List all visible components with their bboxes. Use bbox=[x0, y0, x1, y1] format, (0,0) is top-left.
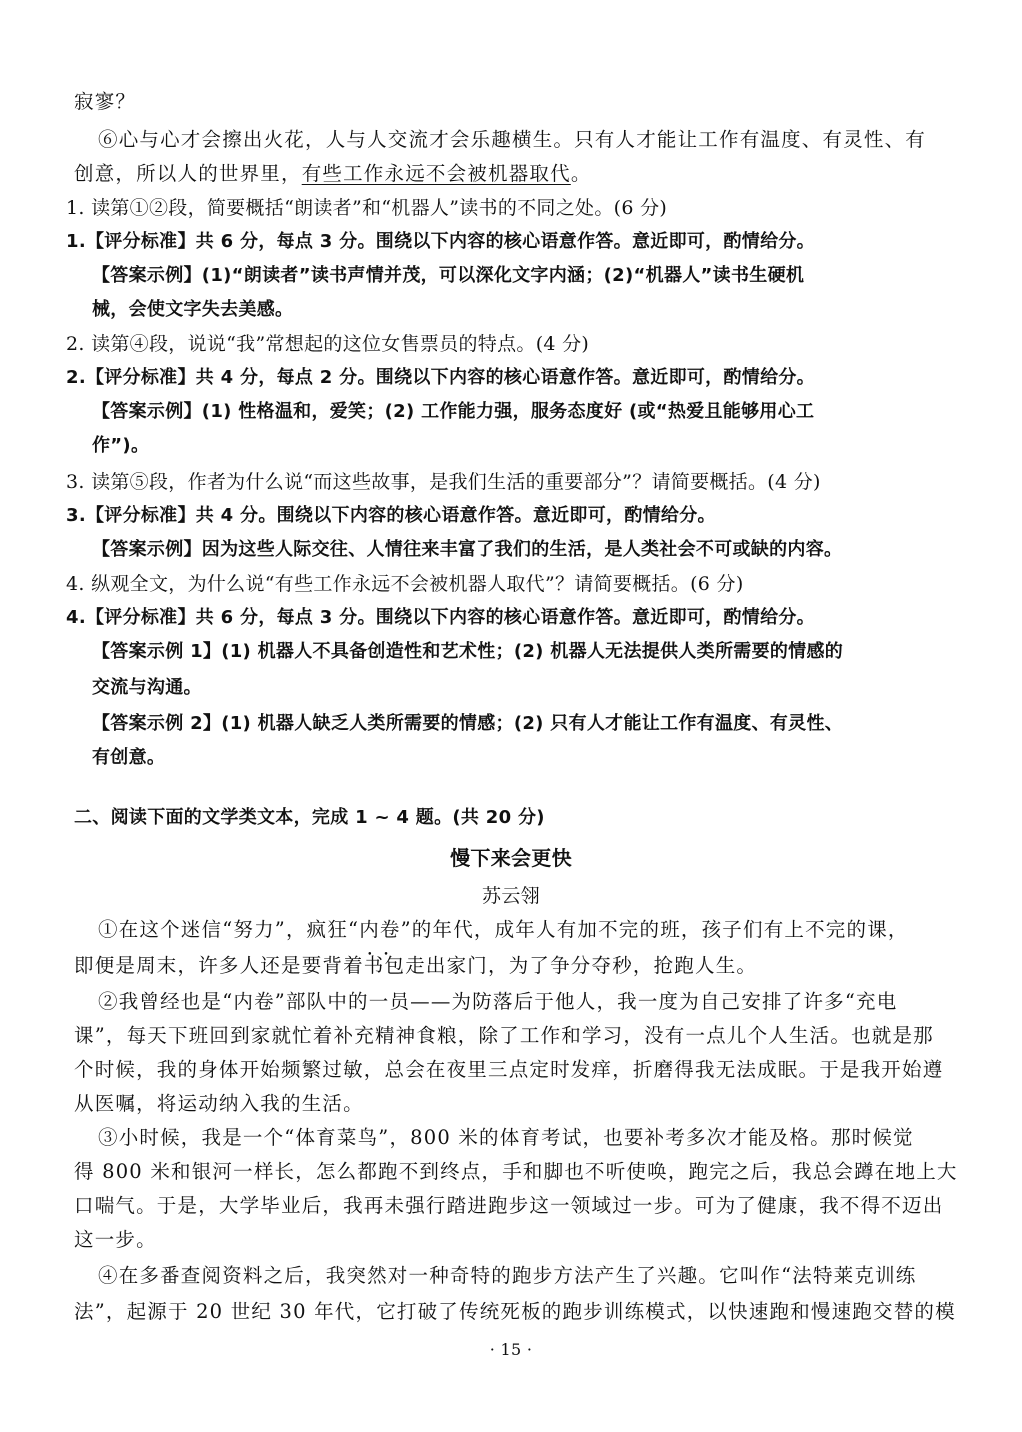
emphasized-term: 内卷 • • bbox=[359, 914, 400, 946]
article-author: 苏云翎 bbox=[482, 885, 540, 907]
paragraph-3-line-2: 得 800 米和银河一样长，怎么都跑不到终点，手和脚也不听使唤，跑完之后，我总会蹲在地上大 bbox=[74, 1160, 958, 1183]
paragraph-6-line-1: ⑥心与心才会擦出火花，人与人交流才会乐趣横生。只有人才能让工作有温度、有灵性、有 bbox=[98, 128, 927, 151]
answer-1-example-cont: 械，会使文字失去美感。 bbox=[92, 299, 294, 320]
text-span: ①在这个迷信“努力”，疯狂“ bbox=[98, 918, 360, 941]
paragraph-1-line-1 bbox=[98, 914, 1022, 946]
question-3: 3. 读第⑤段，作者为什么说“而这些故事，是我们生活的重要部分”？请简要概括。(4 分) bbox=[66, 471, 821, 493]
text-line: 寂寥？ bbox=[74, 90, 137, 113]
answer-4-example-1-cont: 交流与沟通。 bbox=[92, 677, 202, 698]
answer-1-standard: 1.【评分标准】共 6 分，每点 3 分。围绕以下内容的核心语意作答。意近即可，酌情给分。 bbox=[66, 231, 815, 252]
question-1: 1. 读第①②段，简要概括“朗读者”和“机器人”读书的不同之处。(6 分) bbox=[66, 197, 668, 219]
paragraph-2-line-4: 从医嘱，将运动纳入我的生活。 bbox=[74, 1092, 364, 1115]
answer-1-example: 【答案示例】(1)“朗读者”读书声情并茂，可以深化文字内涵；(2)“机器人”读书生硬机 bbox=[92, 265, 805, 286]
paragraph-3-line-4: 这一步。 bbox=[74, 1228, 157, 1251]
paragraph-2-line-3: 个时候，我的身体开始频繁过敏，总会在夜里三点定时发痒，折磨得我无法成眠。于是我开始遵 bbox=[74, 1058, 944, 1081]
answer-4-example-2: 【答案示例 2】(1) 机器人缺乏人类所需要的情感；(2) 只有人才能让工作有温度、有灵性、 bbox=[92, 713, 844, 734]
paragraph-4-line-1: ④在多番查阅资料之后，我突然对一种奇特的跑步方法产生了兴趣。它叫作“法特莱克训练 bbox=[98, 1264, 917, 1287]
answer-4-example-2-cont: 有创意。 bbox=[92, 747, 166, 768]
answer-4-example-1: 【答案示例 1】(1) 机器人不具备创造性和艺术性；(2) 机器人无法提供人类所需要的情感的 bbox=[92, 641, 844, 662]
answer-3-example: 【答案示例】因为这些人际交往、人情往来丰富了我们的生活，是人类社会不可或缺的内容。 bbox=[92, 539, 843, 560]
paragraph-2-line-1: ②我曾经也是“内卷”部队中的一员——为防落后于他人，我一度为自己安排了许多“充电 bbox=[98, 990, 898, 1013]
paragraph-6-line-2 bbox=[74, 158, 1022, 190]
text-span: ”的年代，成年人有加不完的班，孩子们有上不完的课， bbox=[400, 918, 909, 941]
answer-2-example: 【答案示例】(1) 性格温和，爱笑；(2) 工作能力强，服务态度好 (或“热爱且能够用心工 bbox=[92, 401, 815, 422]
section-2-heading: 二、阅读下面的文学类文本，完成 1 ~ 4 题。(共 20 分) bbox=[74, 807, 545, 828]
underlined-sentence: 有些工作永远不会被机器取代 bbox=[301, 162, 571, 185]
paragraph-3-line-3: 口喘气。于是，大学毕业后，我再未强行踏进跑步这一领域过一步。可为了健康，我不得不迈出 bbox=[74, 1194, 944, 1217]
article-title: 慢下来会更快 bbox=[450, 846, 572, 870]
page-number: · 15 · bbox=[489, 1340, 533, 1359]
answer-4-standard: 4.【评分标准】共 6 分，每点 3 分。围绕以下内容的核心语意作答。意近即可，酌情给分。 bbox=[66, 607, 815, 628]
answer-2-example-cont: 作”)。 bbox=[92, 435, 150, 456]
answer-2-standard: 2.【评分标准】共 4 分，每点 2 分。围绕以下内容的核心语意作答。意近即可，酌情给分。 bbox=[66, 367, 815, 388]
paragraph-3-line-1: ③小时候，我是一个“体育菜鸟”，800 米的体育考试，也要补考多次才能及格。那时候觉 bbox=[98, 1126, 914, 1149]
answer-3-standard: 3.【评分标准】共 4 分。围绕以下内容的核心语意作答。意近即可，酌情给分。 bbox=[66, 505, 716, 526]
question-2: 2. 读第④段，说说“我”常想起的这位女售票员的特点。(4 分) bbox=[66, 333, 590, 355]
paragraph-1-line-2: 即便是周末，许多人还是要背着书包走出家门，为了争分夺秒，抢跑人生。 bbox=[74, 954, 758, 977]
text-span: 创意，所以人的世界里， bbox=[74, 162, 302, 185]
question-4: 4. 纵观全文，为什么说“有些工作永远不会被机器人取代”？请简要概括。(6 分) bbox=[66, 573, 744, 595]
text-span: 。 bbox=[570, 162, 592, 185]
paragraph-2-line-2: 课”，每天下班回到家就忙着补充精神食粮，除了工作和学习，没有一点儿个人生活。也就是那 bbox=[74, 1024, 934, 1047]
paragraph-4-line-2: 法”，起源于 20 世纪 30 年代，它打破了传统死板的跑步训练模式，以快速跑和慢速跑交替的模 bbox=[74, 1300, 956, 1323]
